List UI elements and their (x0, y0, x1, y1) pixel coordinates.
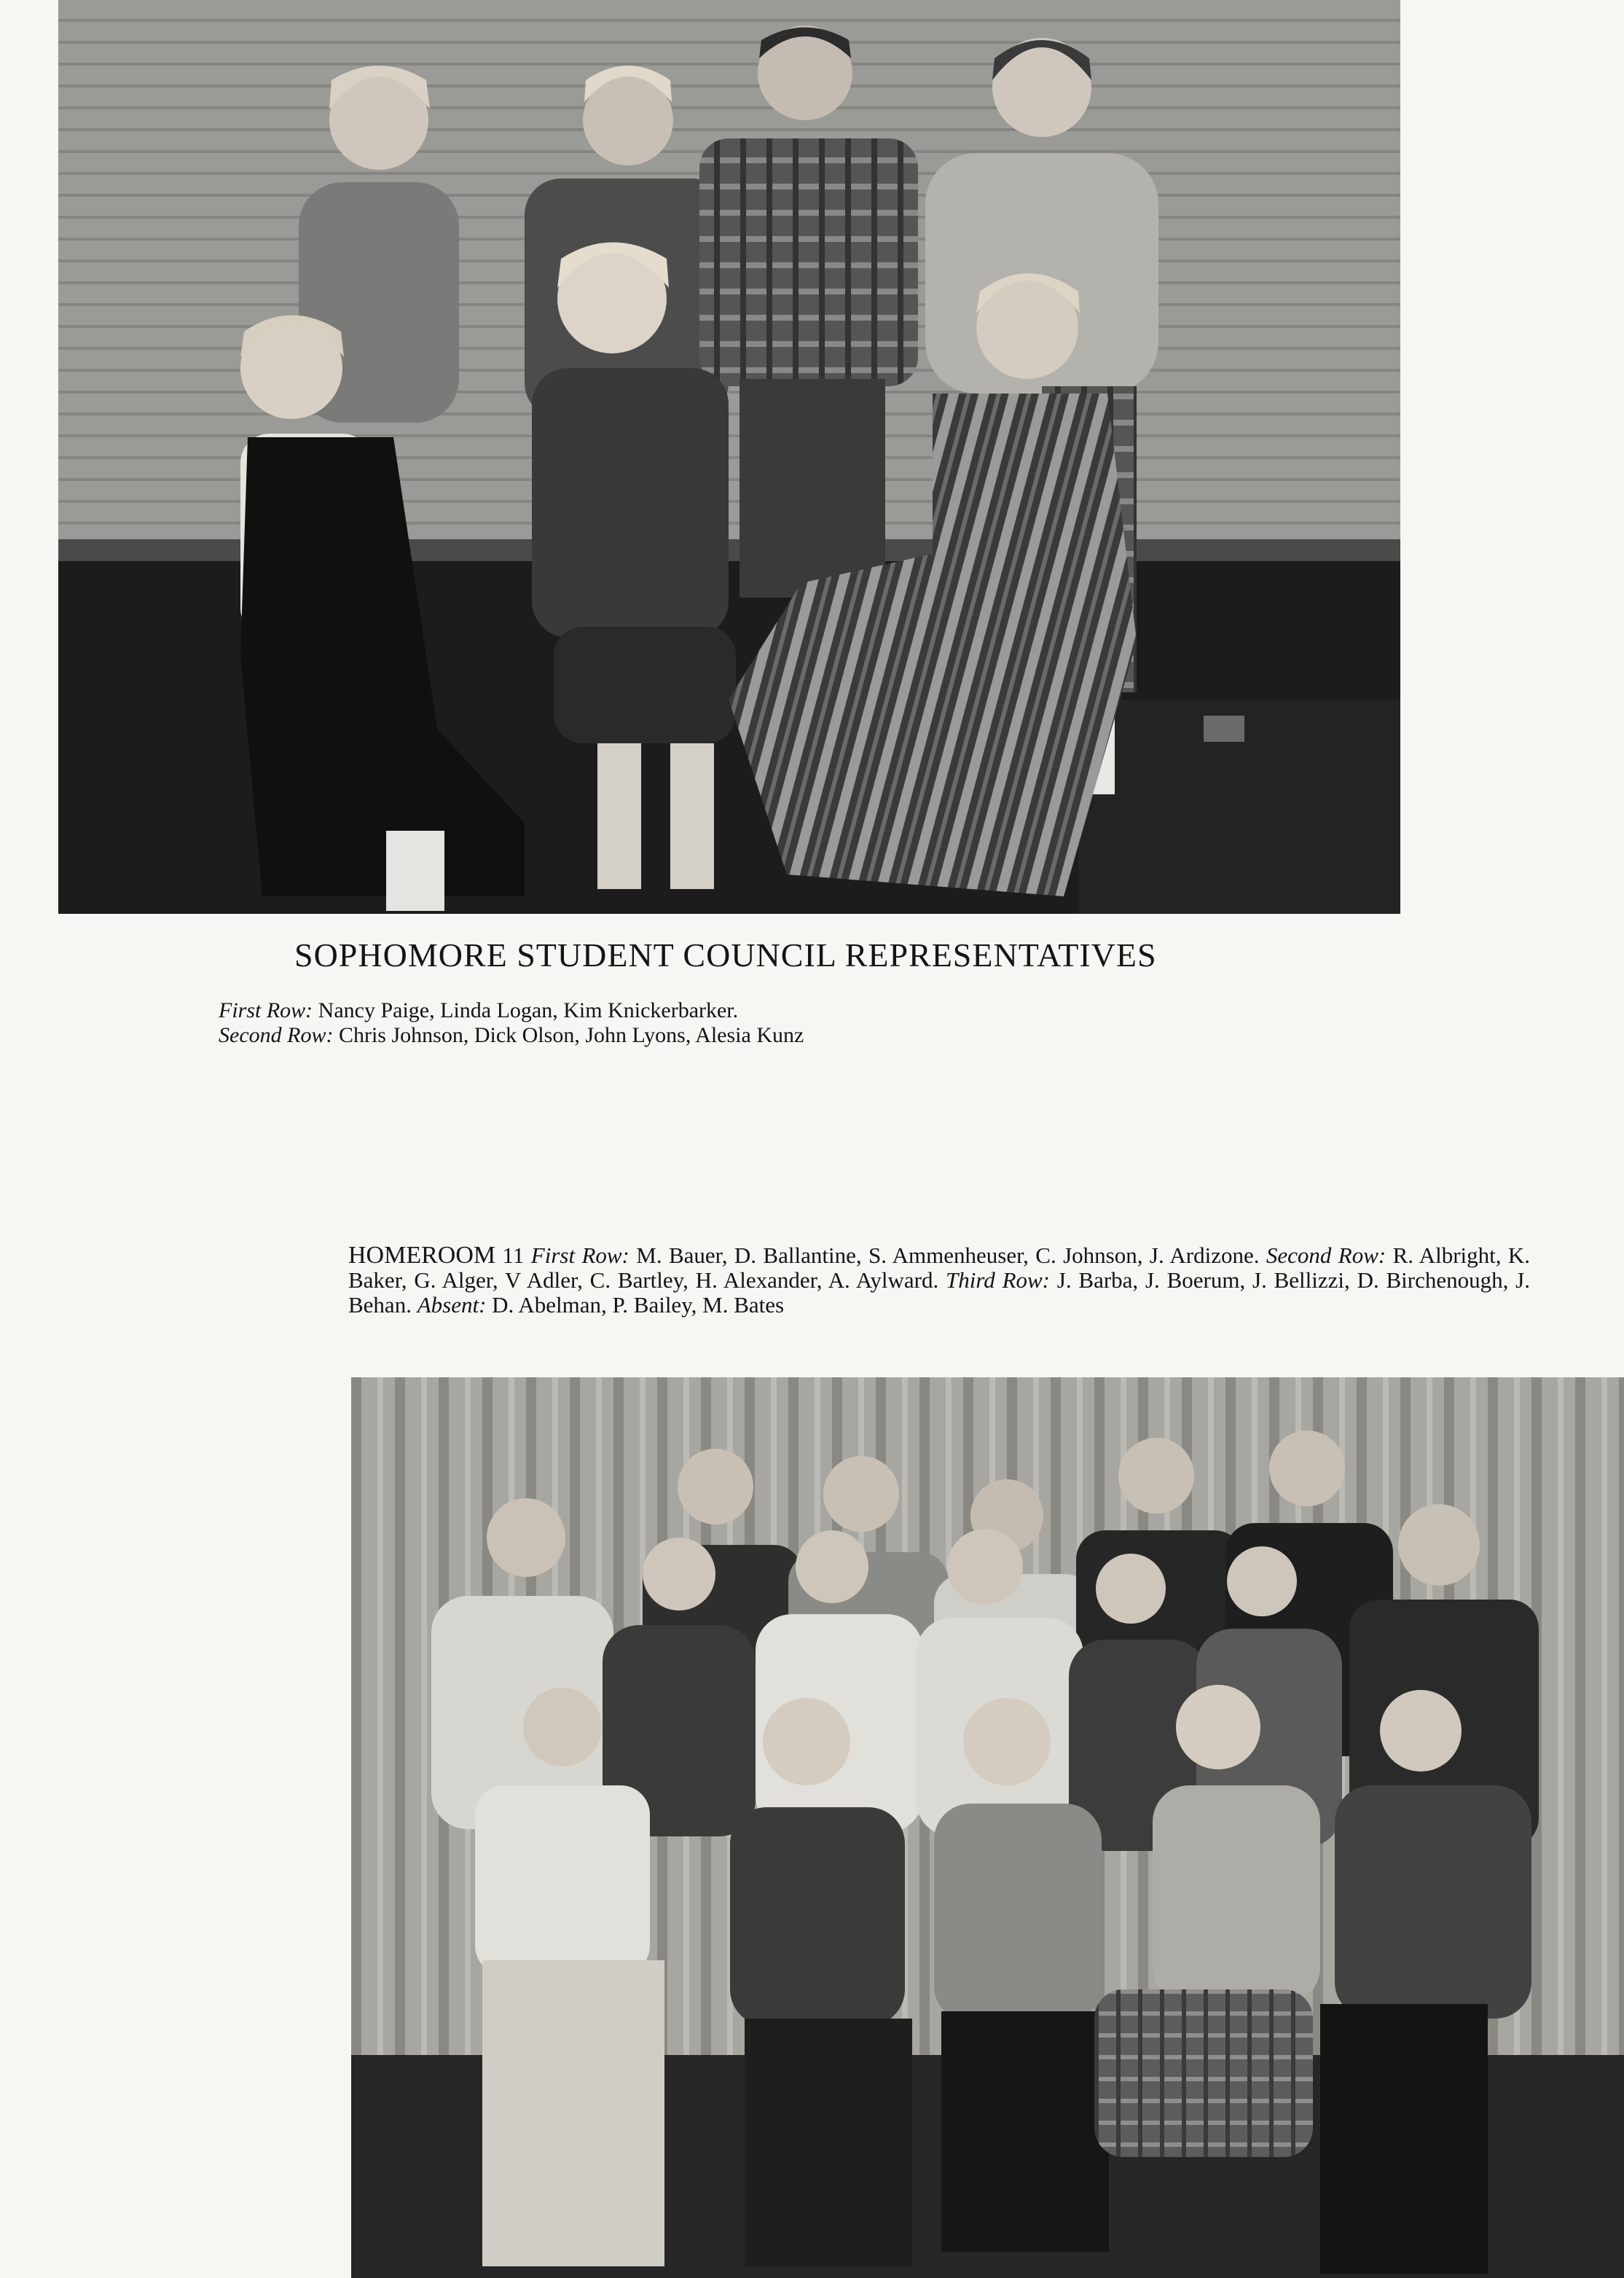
homeroom-first-row-label: First Row: (530, 1242, 629, 1268)
homeroom-second-row-label: Second Row: (1266, 1242, 1386, 1268)
homeroom-label: HOMEROOM (348, 1242, 496, 1269)
homeroom-third-row-names: J. Barba, J. Boerum, J. Bellizzi, D. Birchenough, J. Behan. (348, 1267, 1530, 1318)
homeroom-second-row-names: R. Albright, K. Baker, G. Alger, V Adler, C. Bartley, H. Alexander, A. Aylward. (348, 1242, 1531, 1293)
homeroom-first-row-names: M. Bauer, D. Ballantine, S. Ammenheuser, C. Johnson, J. Ardizone. (636, 1242, 1260, 1268)
homeroom-third-row-label: Third Row: (946, 1267, 1050, 1293)
council-second-row-names: Chris Johnson, Dick Olson, John Lyons, Alesia Kunz (338, 1023, 804, 1047)
council-first-row-names: Nancy Paige, Linda Logan, Kim Knickerbarker. (318, 998, 739, 1022)
homeroom-caption (348, 1243, 1530, 1318)
council-second-row-label: Second Row: (219, 1023, 334, 1047)
homeroom-absent-label: Absent: (417, 1292, 487, 1318)
council-names-caption (219, 998, 804, 1048)
council-second-row (219, 1023, 804, 1048)
council-first-row-label: First Row: (219, 998, 313, 1022)
council-caption-title: SOPHOMORE STUDENT COUNCIL REPRESENTATIVES (294, 936, 1157, 974)
homeroom-group-photo (351, 1377, 1624, 2278)
homeroom-absent-names: D. Abelman, P. Bailey, M. Bates (492, 1292, 785, 1318)
council-group-photo (58, 0, 1400, 914)
homeroom-number: 11 (502, 1242, 525, 1268)
council-first-row (219, 998, 804, 1023)
